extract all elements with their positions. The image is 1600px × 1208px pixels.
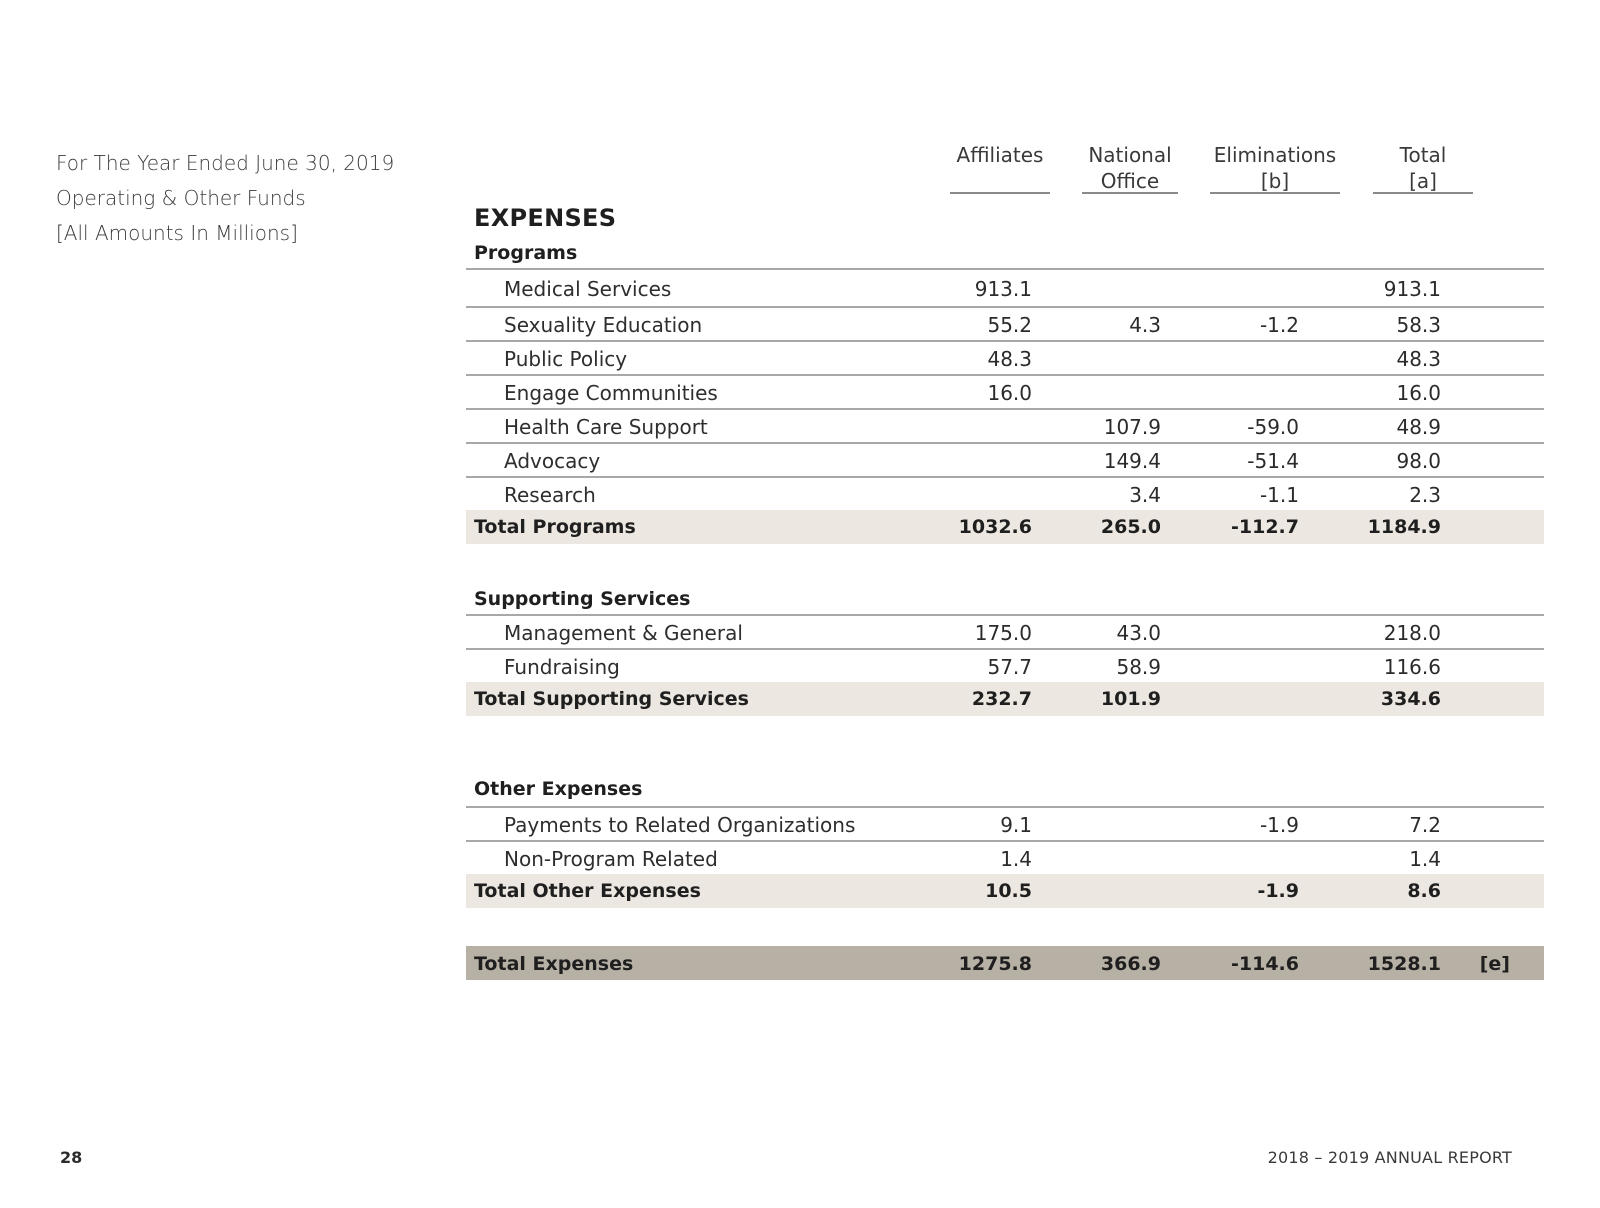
cell-eliminations: -59.0 bbox=[1247, 415, 1299, 439]
cell-national: 58.9 bbox=[1116, 655, 1161, 679]
cell-national: 43.0 bbox=[1116, 621, 1161, 645]
col-header-affiliates-line1: Affiliates bbox=[956, 143, 1044, 167]
col-header-total-line2: [a] bbox=[1409, 169, 1437, 193]
row-label: Medical Services bbox=[504, 277, 672, 301]
table-row bbox=[466, 410, 1544, 444]
section-heading-other: Other Expenses bbox=[466, 768, 1544, 808]
table-row bbox=[466, 444, 1544, 478]
cell-affiliates: 232.7 bbox=[971, 688, 1032, 710]
table-row bbox=[466, 478, 1544, 510]
cell-affiliates: 57.7 bbox=[987, 655, 1032, 679]
cell-affiliates: 16.0 bbox=[987, 381, 1032, 405]
subtotal-row-programs bbox=[466, 510, 1544, 544]
table-row bbox=[466, 808, 1544, 842]
subtotal-row-supporting bbox=[466, 682, 1544, 716]
table-title: EXPENSES bbox=[474, 204, 617, 232]
col-header-national-office bbox=[1082, 142, 1178, 194]
row-label: Advocacy bbox=[504, 449, 601, 473]
footnote-marker: [e] bbox=[1479, 953, 1510, 975]
cell-total: 8.6 bbox=[1407, 880, 1441, 902]
row-label: Public Policy bbox=[504, 347, 628, 371]
statement-units: [All Amounts In Millions] bbox=[56, 221, 298, 245]
column-headers bbox=[0, 142, 1600, 202]
row-label: Research bbox=[504, 483, 596, 507]
cell-affiliates: 10.5 bbox=[985, 880, 1032, 902]
cell-total: 1184.9 bbox=[1367, 516, 1441, 538]
cell-eliminations: -1.9 bbox=[1257, 880, 1299, 902]
cell-eliminations: -112.7 bbox=[1231, 516, 1299, 538]
cell-national: 366.9 bbox=[1100, 953, 1161, 975]
cell-eliminations: -114.6 bbox=[1231, 953, 1299, 975]
col-header-national-line2: Office bbox=[1100, 169, 1160, 193]
cell-national: 3.4 bbox=[1129, 483, 1161, 507]
cell-total: 913.1 bbox=[1383, 277, 1441, 301]
section-heading-programs: Programs bbox=[466, 236, 1544, 270]
col-header-eliminations bbox=[1210, 142, 1340, 194]
cell-total: 2.3 bbox=[1409, 483, 1441, 507]
cell-total: 1.4 bbox=[1409, 847, 1441, 871]
table-row bbox=[466, 616, 1544, 650]
page-number: 28 bbox=[60, 1148, 83, 1167]
section-heading-supporting: Supporting Services bbox=[466, 582, 1544, 616]
cell-eliminations: -1.2 bbox=[1259, 313, 1299, 337]
subtotal-label: Total Other Expenses bbox=[474, 880, 701, 902]
cell-national: 265.0 bbox=[1100, 516, 1161, 538]
table-row bbox=[466, 650, 1544, 682]
table-row bbox=[466, 376, 1544, 410]
grand-total-row bbox=[466, 946, 1544, 980]
subtotal-row-other bbox=[466, 874, 1544, 908]
statement-period: For The Year Ended June 30, 2019 bbox=[56, 151, 395, 175]
cell-national: 107.9 bbox=[1103, 415, 1161, 439]
cell-total: 334.6 bbox=[1380, 688, 1441, 710]
report-title: 2018 – 2019 ANNUAL REPORT bbox=[1267, 1148, 1512, 1167]
cell-affiliates: 175.0 bbox=[974, 621, 1032, 645]
cell-total: 218.0 bbox=[1383, 621, 1441, 645]
cell-total: 7.2 bbox=[1409, 813, 1441, 837]
subtotal-label: Total Supporting Services bbox=[474, 688, 749, 710]
cell-eliminations: -1.1 bbox=[1259, 483, 1299, 507]
col-header-eliminations-line2: [b] bbox=[1260, 169, 1290, 193]
cell-affiliates: 1275.8 bbox=[958, 953, 1032, 975]
cell-affiliates: 48.3 bbox=[987, 347, 1032, 371]
cell-affiliates: 913.1 bbox=[974, 277, 1032, 301]
cell-total: 16.0 bbox=[1396, 381, 1441, 405]
cell-affiliates: 1.4 bbox=[1000, 847, 1032, 871]
table-row bbox=[466, 342, 1544, 376]
row-label: Non-Program Related bbox=[504, 847, 718, 871]
cell-total: 98.0 bbox=[1396, 449, 1441, 473]
cell-national: 4.3 bbox=[1129, 313, 1161, 337]
cell-total: 48.9 bbox=[1396, 415, 1441, 439]
expenses-table bbox=[466, 200, 1544, 980]
cell-affiliates: 1032.6 bbox=[958, 516, 1032, 538]
table-row bbox=[466, 308, 1544, 342]
row-label: Payments to Related Organizations bbox=[504, 813, 856, 837]
col-header-total bbox=[1373, 142, 1473, 194]
cell-affiliates: 9.1 bbox=[1000, 813, 1032, 837]
cell-eliminations: -51.4 bbox=[1247, 449, 1299, 473]
cell-total: 48.3 bbox=[1396, 347, 1441, 371]
row-label: Health Care Support bbox=[504, 415, 708, 439]
cell-total: 1528.1 bbox=[1367, 953, 1441, 975]
cell-national: 149.4 bbox=[1103, 449, 1161, 473]
grand-total-label: Total Expenses bbox=[474, 953, 634, 975]
col-header-eliminations-line1: Eliminations bbox=[1213, 143, 1337, 167]
table-row bbox=[466, 842, 1544, 874]
col-header-national-line1: National bbox=[1088, 143, 1172, 167]
cell-affiliates: 55.2 bbox=[987, 313, 1032, 337]
statement-funds: Operating & Other Funds bbox=[56, 186, 306, 210]
cell-eliminations: -1.9 bbox=[1259, 813, 1299, 837]
cell-total: 116.6 bbox=[1383, 655, 1441, 679]
row-label: Engage Communities bbox=[504, 381, 718, 405]
col-header-affiliates bbox=[950, 142, 1050, 194]
cell-total: 58.3 bbox=[1396, 313, 1441, 337]
subtotal-label: Total Programs bbox=[474, 516, 636, 538]
col-header-total-line1: Total bbox=[1399, 143, 1447, 167]
row-label: Management & General bbox=[504, 621, 743, 645]
row-label: Sexuality Education bbox=[504, 313, 703, 337]
row-label: Fundraising bbox=[504, 655, 620, 679]
cell-national: 101.9 bbox=[1100, 688, 1161, 710]
table-row bbox=[466, 270, 1544, 308]
